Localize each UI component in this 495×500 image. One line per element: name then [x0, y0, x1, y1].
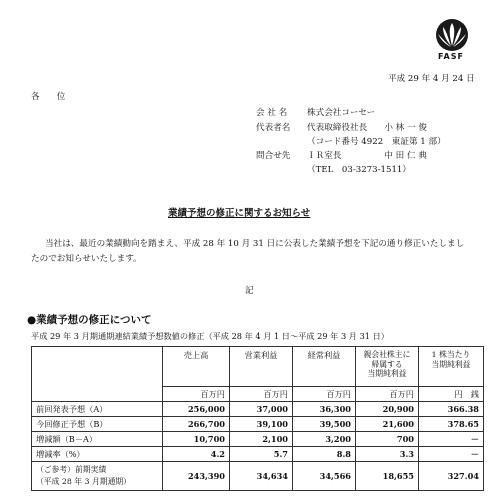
unit-cell: 百万円	[230, 387, 293, 402]
fasf-logo	[432, 18, 472, 64]
table-cell: 10,700	[163, 432, 230, 447]
unit-cell: 円 銭	[419, 387, 484, 402]
table-cell: 20,900	[356, 402, 419, 417]
row-label: 増減額（B－A）	[32, 432, 163, 447]
table-caption: 平成 29 年 3 月期通期連結業績予想数値の修正（平成 28 年 4 月 1 日～平成 29 年 3 月 31 日）	[31, 331, 389, 341]
representative-value: 代表取締役社長 小 林 一 俊	[307, 123, 427, 133]
row-label: 今回修正予想（B）	[32, 417, 163, 432]
table-cell: 39,500	[293, 417, 356, 432]
table-cell: 18,655	[356, 462, 419, 491]
intro-line-2: たのでお知らせいたします。	[31, 254, 142, 264]
representative-label: 代表者名	[256, 123, 291, 133]
contact-label: 問合せ先	[256, 151, 291, 161]
column-header: 経常利益	[293, 347, 356, 387]
table-cell: 21,600	[356, 417, 419, 432]
table-cell: 4.2	[163, 447, 230, 462]
ki-mark: 記	[245, 286, 254, 296]
table-cell: 3,200	[293, 432, 356, 447]
table-cell: 34,566	[293, 462, 356, 491]
table-cell: －	[419, 432, 484, 447]
table-cell: 256,000	[163, 402, 230, 417]
logo-text: FASF	[438, 52, 464, 61]
table-row	[32, 447, 484, 462]
table-corner-cell	[32, 347, 163, 402]
telephone-line: （TEL 03-3273-1511）	[307, 165, 411, 175]
forecast-table	[31, 346, 484, 491]
company-name-label: 会 社 名	[256, 108, 288, 118]
row-label: （ご参考）前期実績 （平成 28 年 3 月期通期）	[32, 462, 163, 491]
table-cell: 34,634	[230, 462, 293, 491]
table-row	[32, 432, 484, 447]
table-row	[32, 417, 484, 432]
table-cell: 3.3	[356, 447, 419, 462]
row-label: 増減率（%）	[32, 447, 163, 462]
table-header-row	[32, 347, 484, 387]
document-date: 平成 29 年 4 月 24 日	[388, 74, 475, 84]
table-cell: 36,300	[293, 402, 356, 417]
table-row	[32, 402, 484, 417]
contact-value: ＩＲ室長 中 田 仁 典	[307, 151, 427, 161]
document-title: 業績予想の修正に関するお知らせ	[168, 208, 311, 219]
unit-cell: 百万円	[293, 387, 356, 402]
stock-code-line: （コード番号 4922 東証第 1 部）	[307, 137, 446, 147]
table-cell: 266,700	[163, 417, 230, 432]
table-cell: 2,100	[230, 432, 293, 447]
unit-cell: 百万円	[356, 387, 419, 402]
row-label: 前回発表予想（A）	[32, 402, 163, 417]
table-cell: 366.38	[419, 402, 484, 417]
table-cell: 243,390	[163, 462, 230, 491]
table-cell: 327.04	[419, 462, 484, 491]
table-cell: 37,000	[230, 402, 293, 417]
table-cell: 700	[356, 432, 419, 447]
section-title: ●業績予想の修正について	[27, 314, 152, 326]
unit-cell: 百万円	[163, 387, 230, 402]
intro-line-1: 当社は、最近の業績動向を踏まえ、平成 28 年 10 月 31 日に公表した業績予想を下記の通り修正いたしまし	[45, 239, 465, 249]
table-cell: 8.8	[293, 447, 356, 462]
company-name-value: 株式会社コーセー	[307, 108, 376, 118]
table-row	[32, 462, 484, 491]
column-header: 1 株当たり 当期純利益	[419, 347, 484, 387]
table-cell: 39,100	[230, 417, 293, 432]
column-header: 売上高	[163, 347, 230, 387]
addressee: 各 位	[31, 92, 66, 102]
table-cell: －	[419, 447, 484, 462]
table-cell: 5.7	[230, 447, 293, 462]
column-header: 営業利益	[230, 347, 293, 387]
table-cell: 378.65	[419, 417, 484, 432]
column-header: 親会社株主に 帰属する 当期純利益	[356, 347, 419, 387]
